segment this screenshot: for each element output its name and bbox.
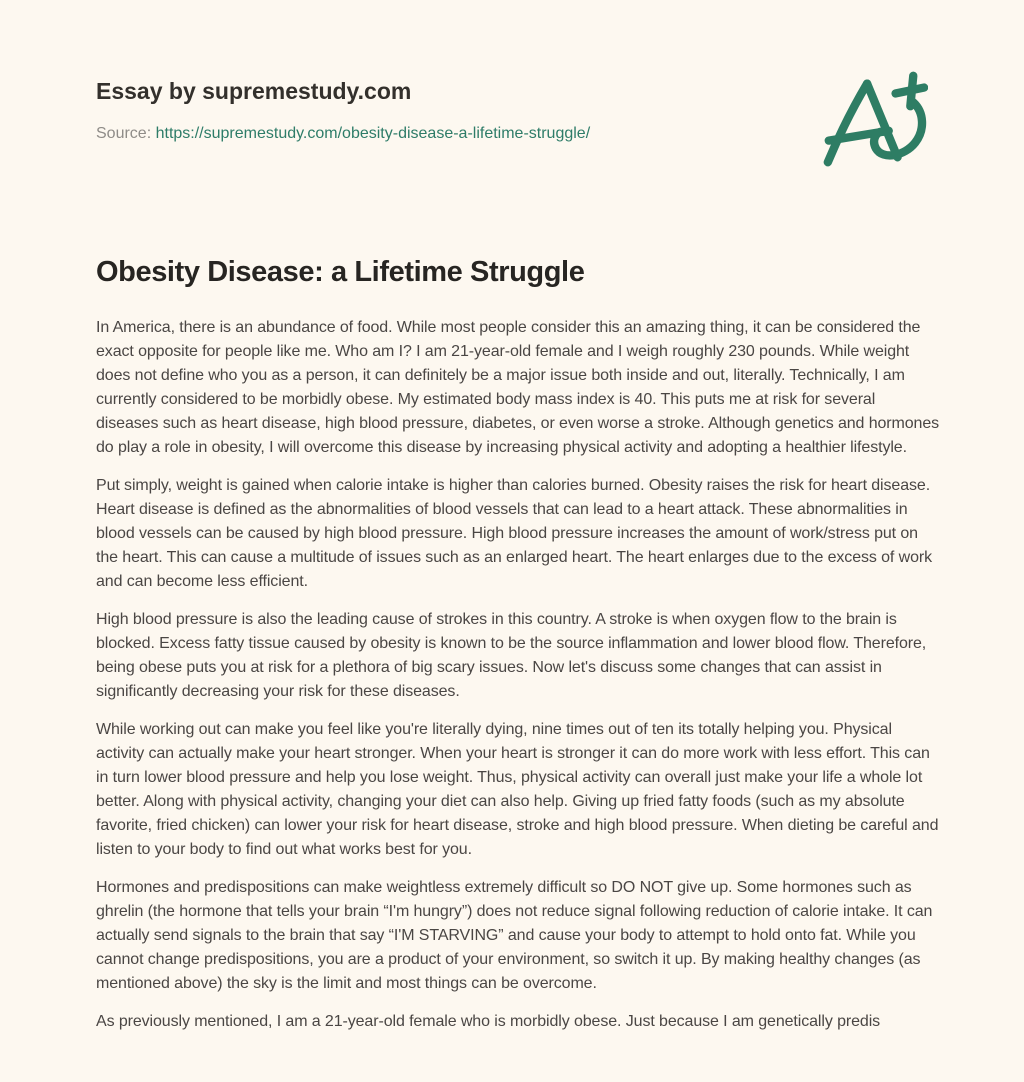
essay-paragraph-4: While working out can make you feel like you're literally dying, nine times out of ten its totally helping you. Physical activity can actually make your heart stronger. When your heart is stronger it can do more work with less effort. This can in turn lower blood pressure and help you lose weight. Thus, physical activity can overall just make your life a whole lot better. Along with physical activity, changing your diet can also help. Giving up fried fatty foods (such as my absolute favorite, fried chicken) can lower your risk for heart disease, stroke and high blood pressure. When dieting be careful and listen to your body to find out what works best for you.: [96, 721, 939, 858]
essay-paragraph-2: Put simply, weight is gained when calorie intake is higher than calories burned. Obesity raises the risk for heart disease. Heart disease is defined as the abnormalities of blood vessels that can lead to a heart attack. These abnormalities in blood vessels can be caused by high blood pressure. High blood pressure increases the amount of work/stress put on the heart. This can cause a multitude of issues such as an enlarged heart. The heart enlarges due to the excess of work and can become less efficient.: [96, 477, 933, 590]
essay-paragraph-5: Hormones and predispositions can make weightless extremely difficult so DO NOT give up. Some hormones such as ghrelin (the hormone that tells your brain “I'm hungry”) does not reduce signal following reduction of calorie intake. It can actually send signals to the brain that say “I'M STARVING” and cause your body to attempt to hold onto fat. While you cannot change predispositions, you are a product of your environment, so switch it up. By making healthy changes (as mentioned above) the sky is the limit and most things can be overcome.: [96, 879, 933, 992]
a-plus-logo-icon: [818, 68, 928, 170]
page-content: [0, 78, 1024, 1034]
essay-body: [96, 316, 940, 1034]
essay-paragraph-3: High blood pressure is also the leading cause of strokes in this country. A stroke is when oxygen flow to the brain is blocked. Excess fatty tissue caused by obesity is known to be the source inflammation and lower blood flow. Therefore, being obese puts you at risk for a plethora of big scary issues. Now let's discuss some changes that can assist in significantly decreasing your risk for these diseases.: [96, 611, 927, 700]
site-title: Essay by supremestudy.com: [96, 78, 412, 104]
essay-paragraph-1: In America, there is an abundance of food. While most people consider this an amazing thing, it can be considered the exact opposite for people like me. Who am I? I am 21-year-old female and I weigh roughly 230 pounds. While weight does not define who you as a person, it can definitely be a major issue both inside and out, literally. Technically, I am currently considered to be morbidly obese. My estimated body mass index is 40. This puts me at risk for several diseases such as heart disease, high blood pressure, diabetes, or even worse a stroke. Although genetics and hormones do play a role in obesity, I will overcome this disease by increasing physical activity and adopting a healthier lifestyle.: [96, 319, 940, 456]
essay-title: Obesity Disease: a Lifetime Struggle: [96, 256, 585, 288]
source-label: Source:: [96, 125, 152, 142]
source-link[interactable]: https://supremestudy.com/obesity-disease-a-lifetime-struggle/: [155, 125, 591, 142]
source-line: [96, 124, 940, 144]
essay-paragraph-6: As previously mentioned, I am a 21-year-old female who is morbidly obese. Just because I am genetically predis: [96, 1013, 881, 1030]
